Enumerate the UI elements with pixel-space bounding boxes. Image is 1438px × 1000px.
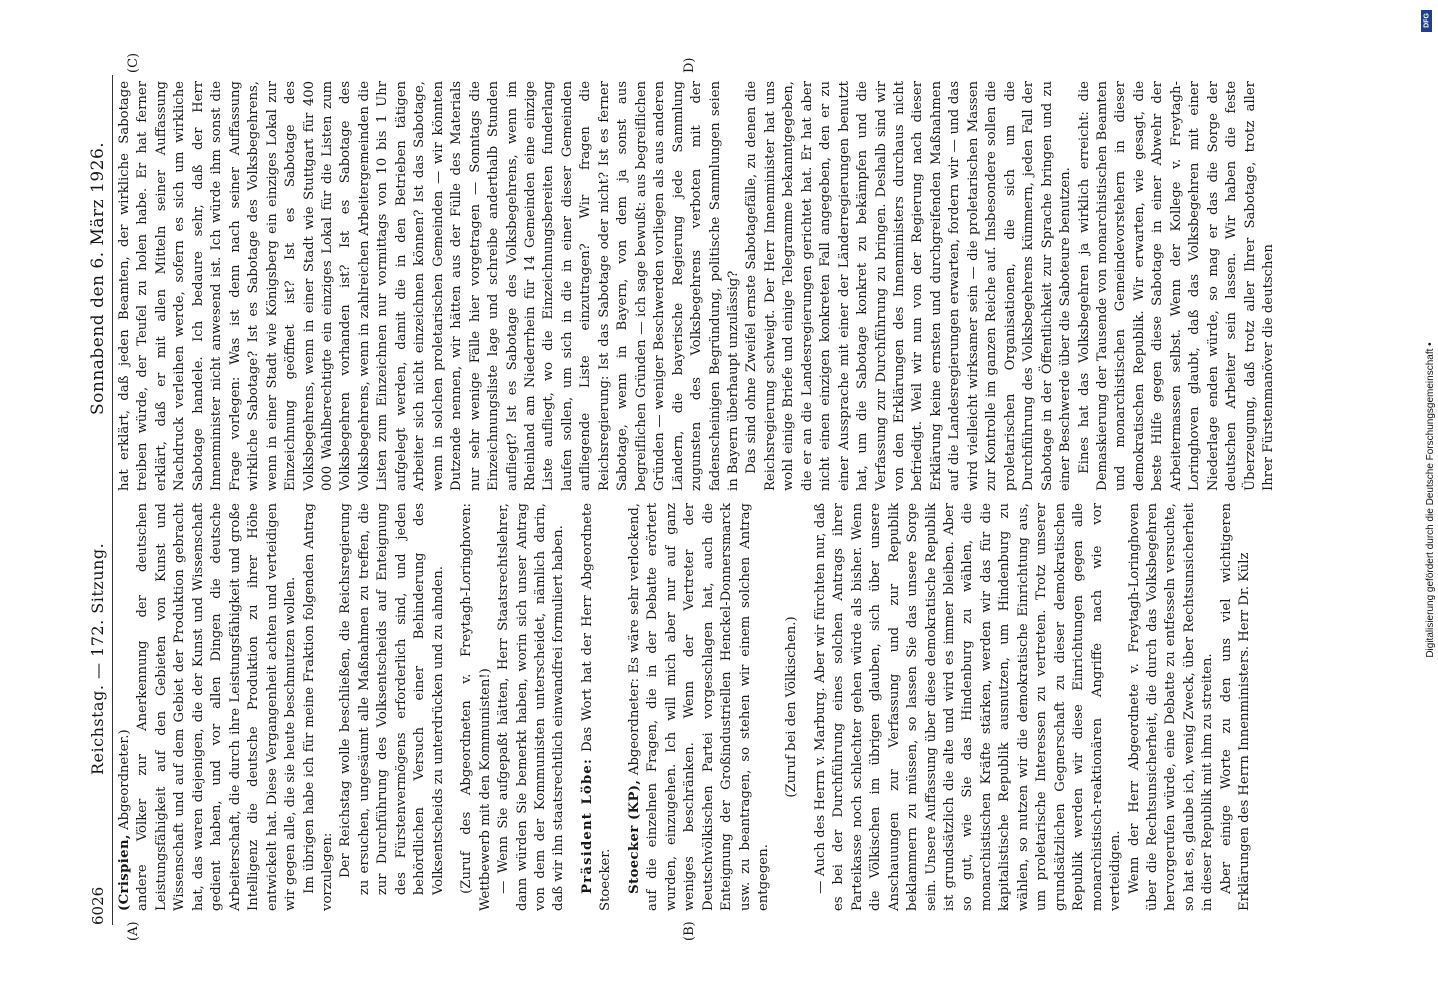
funding-note-text: Digitalisierung gefördert durch die Deutsche Forschungsgemeinschaft • [1425, 342, 1436, 658]
margin-marker-b: (B) [682, 921, 697, 941]
column-divider [116, 496, 1306, 497]
interjection: (Zuruf bei den Völkischen.) [784, 616, 800, 798]
speech-text: Abgeordneter: Es wäre sehr verlockend, auf die einzelnen Fragen, die in der Debatte erörtert wurden, einzugehen. Ich will mich aber nur auf ganz weniges beschränken. Wenn der Vertreter der Deutschvölkischen Partei vorgeschlagen hat, auch die Enteignung der Großindustriellen Henckel-Donnersmarck usw. zu beantragen, so stehen wir einem solchen Antrag entgegen. [626, 503, 771, 911]
paragraph: Wenn der Herr Abgeordnete v. Freytagh-Loringhoven über die Rechtsunsicherheit, die durch das Volksbegehren hervorgerufen würde, eine Debatte zu entfesseln versuchte, so hat es, glaube ich, wenig Zweck, über Rechtsunsicherheit in dieser Republik mit ihm zu streiten. [1126, 503, 1216, 911]
speaker-name: (Crispien, [117, 834, 132, 911]
remark-text: Das Wort hat der Herr Abgeordnete Stoecker. [579, 502, 614, 911]
speech-start [626, 503, 774, 911]
page-number: 6026 [89, 886, 107, 925]
motion-text: Der Reichstag wolle beschließen, die Reichsregierung zu ersuchen, ungesäumt alle Maßnahmen zu treffen, die zur Durchführung des Volksentscheids auf Enteignung des Fürstenvermögens erforderlich sind, und jeden behördlichen Versuch einer Behinderung des Volksentscheids zu unterdrücken und zu ahnden. [338, 503, 446, 896]
paragraph: Aber einige Worte zu den uns viel wichtigeren Erklärungen des Herrn Innenministers. Herr Dr. Külz [1218, 503, 1253, 911]
paragraph: Eines hat das Volksbegehren ja wirklich erreicht: die Demaskierung der Tausende von monarchistischen Beamten und monarchistischen Gemeindevorstehern in dieser demokratischen Republik. Wir erwarten, wie gesagt, die beste Hilfe gegen diese Sabotage in einer Abwehr der Arbeitermassen selbst. Wenn der Kollege v. Freytagh-Loringhoven glaubt, daß das Volksbegehren mit einer Niederlage enden würde, so mag er das die Sorge der deutschen Arbeiter sein lassen. Wir haben die feste Überzeugung, daß trotz aller Ihrer Sabotage, trotz aller Ihrer Fürstenmanöver die deutschen [1076, 81, 1277, 491]
header-rule [112, 75, 113, 925]
document-page [88, 52, 1342, 941]
paragraph: Im übrigen habe ich für meine Fraktion folgenden Antrag vorzulegen: [301, 503, 335, 911]
funding-note [1424, 30, 1438, 970]
president-remark [579, 503, 616, 911]
paragraph: — Wenn Sie aufgepaßt hätten, Herr Staatsrechtslehrer, dann würden Sie bemerkt haben, worin sich unser Antrag von dem der Kommunisten unterscheidet, nämlich darin, daß wir ihn staatsrechtlich einwandfrei formuliert haben. [496, 503, 567, 911]
session-date: Sonnabend den 6. März 1926. [88, 141, 108, 415]
paragraph: Das sind ohne Zweifel ernste Sabotagefälle, zu denen die Reichsregierung schweigt. Der Herr Innenminister hat uns wohl einige Briefe und einige Telegramme bekanntgegeben, die er an die Landesregierungen gerichtet hat. Er hat aber nicht einen einzigen konkreten Fall angegeben, den er zu einer Aussprache mit einer der Länderregierungen benutzt hat, um die Sabotage konkret zu bekämpfen und die Verfassung zur Durchführung zu bringen. Deshalb sind wir von den Erklärungen des Innenministers durchaus nicht befriedigt. Weil wir nun von der Regierung nach dieser Erklärung keine ernsten und durchgreifenden Maßnahmen auf die Landesregierungen erwarten, fordern wir — und das wird vielleicht wirksamer sein — die proletarischen Massen zur Kontrolle im ganzen Reiche auf. Insbesondere sollen die proletarischen Organisationen, die sich um die Durchführung des Volksbegehrens kümmern, jeden Fall der Sabotage in der Öffentlichkeit zur Sprache bringen und zu einer Beschwerde über die Saboteure benutzen. [744, 81, 1074, 491]
speaker-name: Stoecker (KP), [626, 779, 642, 894]
interjection: (Zuruf des Abgeordneten v. Freytagh-Loringhoven: Wettbewerb mit den Kommunisten!) [459, 503, 493, 911]
dfg-logo-text: DFG [1423, 13, 1431, 28]
margin-marker-c: (C) [126, 52, 141, 73]
dfg-logo [1421, 10, 1432, 32]
speaker-role: Abgeordneter.) [117, 729, 132, 830]
session-title: Reichstag. — 172. Sitzung. [88, 542, 107, 775]
speaker-continuation [116, 503, 134, 911]
paragraph: andere Völker zur Anerkennung der deutschen Leistungsfähigkeit auf den Gebieten von Kunst und Wissenschaft und auf dem Gebiet der Produktion gebracht hat, das waren diejenigen, die der Kunst und Wissenschaft gedient haben, und vor allen Dingen die deutsche Arbeiterschaft, die durch ihre Leistungsfähigkeit und große Intelligenz die deutsche Produktion zu ihrer Höhe entwickelt hat. Diese Vergangenheit achten und verteidigen wir gegen alle, die sie heute beschmutzen wollen. [135, 503, 299, 911]
running-header [86, 75, 110, 925]
margin-marker-a: (A) [126, 921, 141, 941]
speaker-name: Präsident Löbe: [579, 757, 595, 894]
margin-marker-d: D) [682, 57, 697, 73]
paragraph: — Auch des Herrn v. Marburg. Aber wir fürchten nur, daß es bei der Durchführung eines solchen Antrags ihrer Parteikasse noch schlechter gehen würde als bisher. Wenn die Völkischen im übrigen glauben, sich über unsere Anschauungen zur Verfassung und zur Republik beklammern zu müssen, so lassen Sie das unsere Sorge sein. Unsere Auffassung über diese demokratische Republik ist grundsätzlich die alte und wird es immer bleiben. Aber so gut, wie Sie das Hindenburg zu wählen, die monarchistischen Kräfte stärken, werden wir das für die kapitalistische Republik ausnutzen, um Hindenburg zu wählen, so nutzen wir die demokratische Einrichtung aus, um proletarische Interessen zu vertreten. Trotz unserer grundsätzlichen Gegnerschaft zu dieser demokratischen Republik werden wir diese Einrichtungen gegen alle monarchistisch-reaktionären Angriffe nach wie vor verteidigen. [812, 503, 1124, 911]
left-column [116, 503, 1316, 911]
right-column [116, 81, 1316, 491]
paragraph: hat erklärt, daß jeden Beamten, der wirkliche Sabotage treiben würde, der Teufel zu holen habe. Er hat ferner erklärt, daß er mit allen Mitteln seiner Auffassung Nachdruck verleihen werde, sofern es sich um wirkliche Sabotage handele. Ich bedaure sehr, daß der Herr Innenminister nicht anwesend ist. Ich würde ihm sonst die Frage vorlegen: Was ist denn nach seiner Auffassung wirkliche Sabotage? Ist es Sabotage des Volksbegehrens, wenn in einer Stadt wie Königsberg ein einziges Lokal zur Einzeichnung geöffnet ist? Ist es Sabotage des Volksbegehrens, wenn in einer Stadt wie Stuttgart für 400 000 Wahlberechtigte ein einziges Lokal für die Listen zum Volksbegehren vorhanden ist? Ist es Sabotage des Volksbegehrens, wenn in zahlreichen Arbeitergemeinden die Listen zum Einzeichnen nur vormittags von 10 bis 1 Uhr aufgelegt werden, damit die in den Betrieben tätigen Arbeiter sich nicht einzeichnen können? Ist das Sabotage, wenn in solchen proletarischen Gemeinden — wir könnten Dutzende nennen, wir hätten aus der Fülle des Materials nur sehr wenige Fälle hier vorgetragen — Sonntags die Einzeichnungsliste lage und schreibe anderthalb Stunden aufliegt? Ist es Sabotage des Volksbegehrens, wenn im Rheinland am Niederrhein für 14 Gemeinden eine einzige Liste aufliegt, wo die Einzeichnungsbereiten funderlang laufen sollen, um sich in die in einer dieser Gemeinden aufliegende Liste einzutragen? Wir fragen die Reichsregierung: Ist das Sabotage oder nicht? Ist es ferner Sabotage, wenn in Bayern, von dem ja sonst aus begreiflichen Gründen — ich sage bewußt: aus begreiflichen Gründen — weniger Beschwerden vorliegen als aus anderen Ländern, die bayerische Regierung jede Sammlung zugunsten des Volksbegehrens verboten mit der fadenscheinigen Begründung, politische Sammlungen seien in Bayern überhaupt unzulässig? [117, 81, 741, 491]
